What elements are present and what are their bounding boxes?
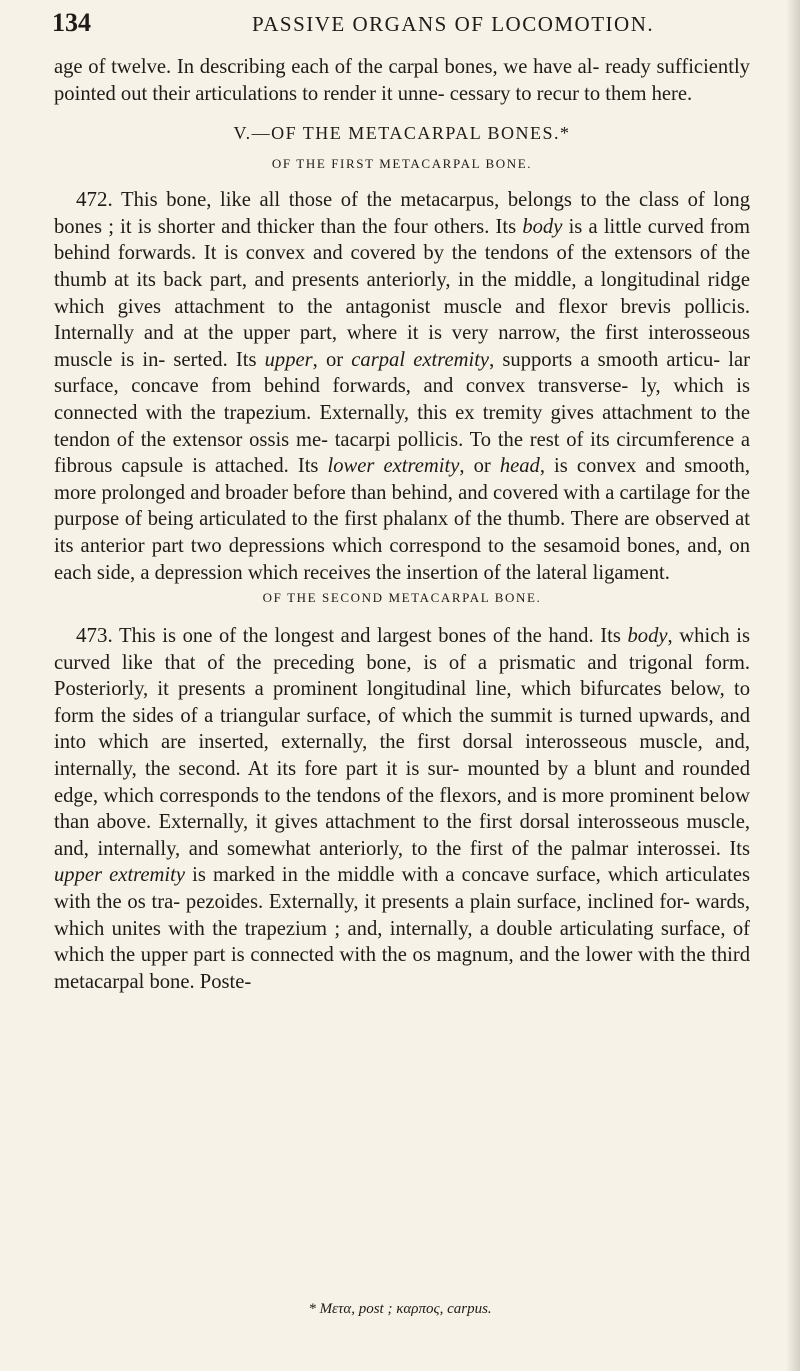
intro-line: ready sufficiently pointed out their articulations to render it unne- [54, 56, 750, 105]
footnote: * Μετα, post ; καρπος, carpus. [308, 1301, 492, 1317]
italic-term: head [499, 455, 540, 478]
section-title: V.—OF THE METACARPAL BONES.* [233, 123, 571, 144]
page-header [52, 8, 752, 48]
paragraph-text: is marked in the middle with a concave surface, which articulates with the os tra- pezoides. Externally, it presents a plain surface, inclined for- wards, which unites with the trapezium ; and, internally, a double articulating surface, of which the upper part is connected with the os magnum, and the lower with the third metacarpal bone. Poste- [54, 864, 751, 993]
running-title: PASSIVE ORGANS OF LOCOMOTION. [252, 12, 655, 36]
paragraph-number: 473. [76, 623, 113, 648]
intro-line: cessary to recur to them here. [449, 82, 693, 105]
italic-term: lower extremity [327, 455, 460, 478]
paragraph-text: , or [312, 348, 344, 371]
paragraph-text: is a little curved from behind forwards. It is convex and covered by the tendons of the extensors of the thumb at its back part, and presents anteriorly, in the middle, a longitudinal ridge which gives attachment to the antagonist muscle and flexor brevis pollicis. Internally and at the upper part, where it is very narrow, the first interosseous muscle is in- serted. Its [54, 215, 751, 371]
paragraph-473 [54, 622, 750, 995]
paragraph-472 [54, 186, 750, 586]
page-edge-shadow [786, 0, 800, 1371]
subheading-first-metacarpal: OF THE FIRST METACARPAL BONE. [271, 156, 533, 172]
intro-paragraph [54, 54, 750, 107]
paragraph-text: This bone, like all those of the metacarpus, belongs to the class of long bones ; it is shorter and thicker than the four others. Its [54, 189, 750, 238]
italic-term: carpal extremity [351, 348, 490, 371]
paragraph-text: This is one of the longest and largest bones of the hand. Its [119, 625, 621, 648]
intro-line: age of twelve. In describing each of the carpal bones, we have al- [54, 56, 600, 78]
page-body [54, 54, 750, 995]
paragraph-text: , or [459, 455, 491, 478]
subheading-second-metacarpal: OF THE SECOND METACARPAL BONE. [262, 590, 542, 606]
italic-term: body [522, 215, 563, 238]
page-number: 134 [52, 8, 91, 37]
paragraph-text: , which is curved like that of the preceding bone, is of a prismatic and trigonal form. Posteriorly, it presents a prominent longitudinal line, which bifurcates below, to form the sides of a triangular surface, of which the summit is turned upwards, and into which are inserted, externally, the first dorsal interosseous muscle, and, internally, the second. At its fore part it is sur- mounted by a blunt and rounded edge, which corresponds to the tendons of the flexors, and is more prominent below than above. Externally, it gives attachment to the first dorsal interosseous muscle, and, internally, and somewhat anteriorly, to the first of the palmar interossei. Its [54, 625, 751, 860]
paragraph-text: , is convex and smooth, more prolonged and broader before than behind, and covered with a cartilage for the purpose of being articulated to the first phalanx of the thumb. There are observed at its anterior part two depressions which correspond to the sesamoid bones, and, on each side, a depression which receives the insertion of the lateral ligament. [54, 455, 750, 584]
italic-term: upper [264, 348, 313, 371]
paragraph-text: , supports a smooth articu- lar surface, concave from behind forwards, and convex transverse- ly, which is connected with the trapezium. Externally, this ex tremity gives attachment to the tendon of the extensor ossis me- tacarpi pollicis. To the rest of its circumference a fibrous capsule is attached. Its [54, 348, 751, 478]
paragraph-number: 472. [76, 187, 113, 212]
italic-term: body [627, 625, 668, 648]
italic-term: upper extremity [54, 864, 186, 887]
